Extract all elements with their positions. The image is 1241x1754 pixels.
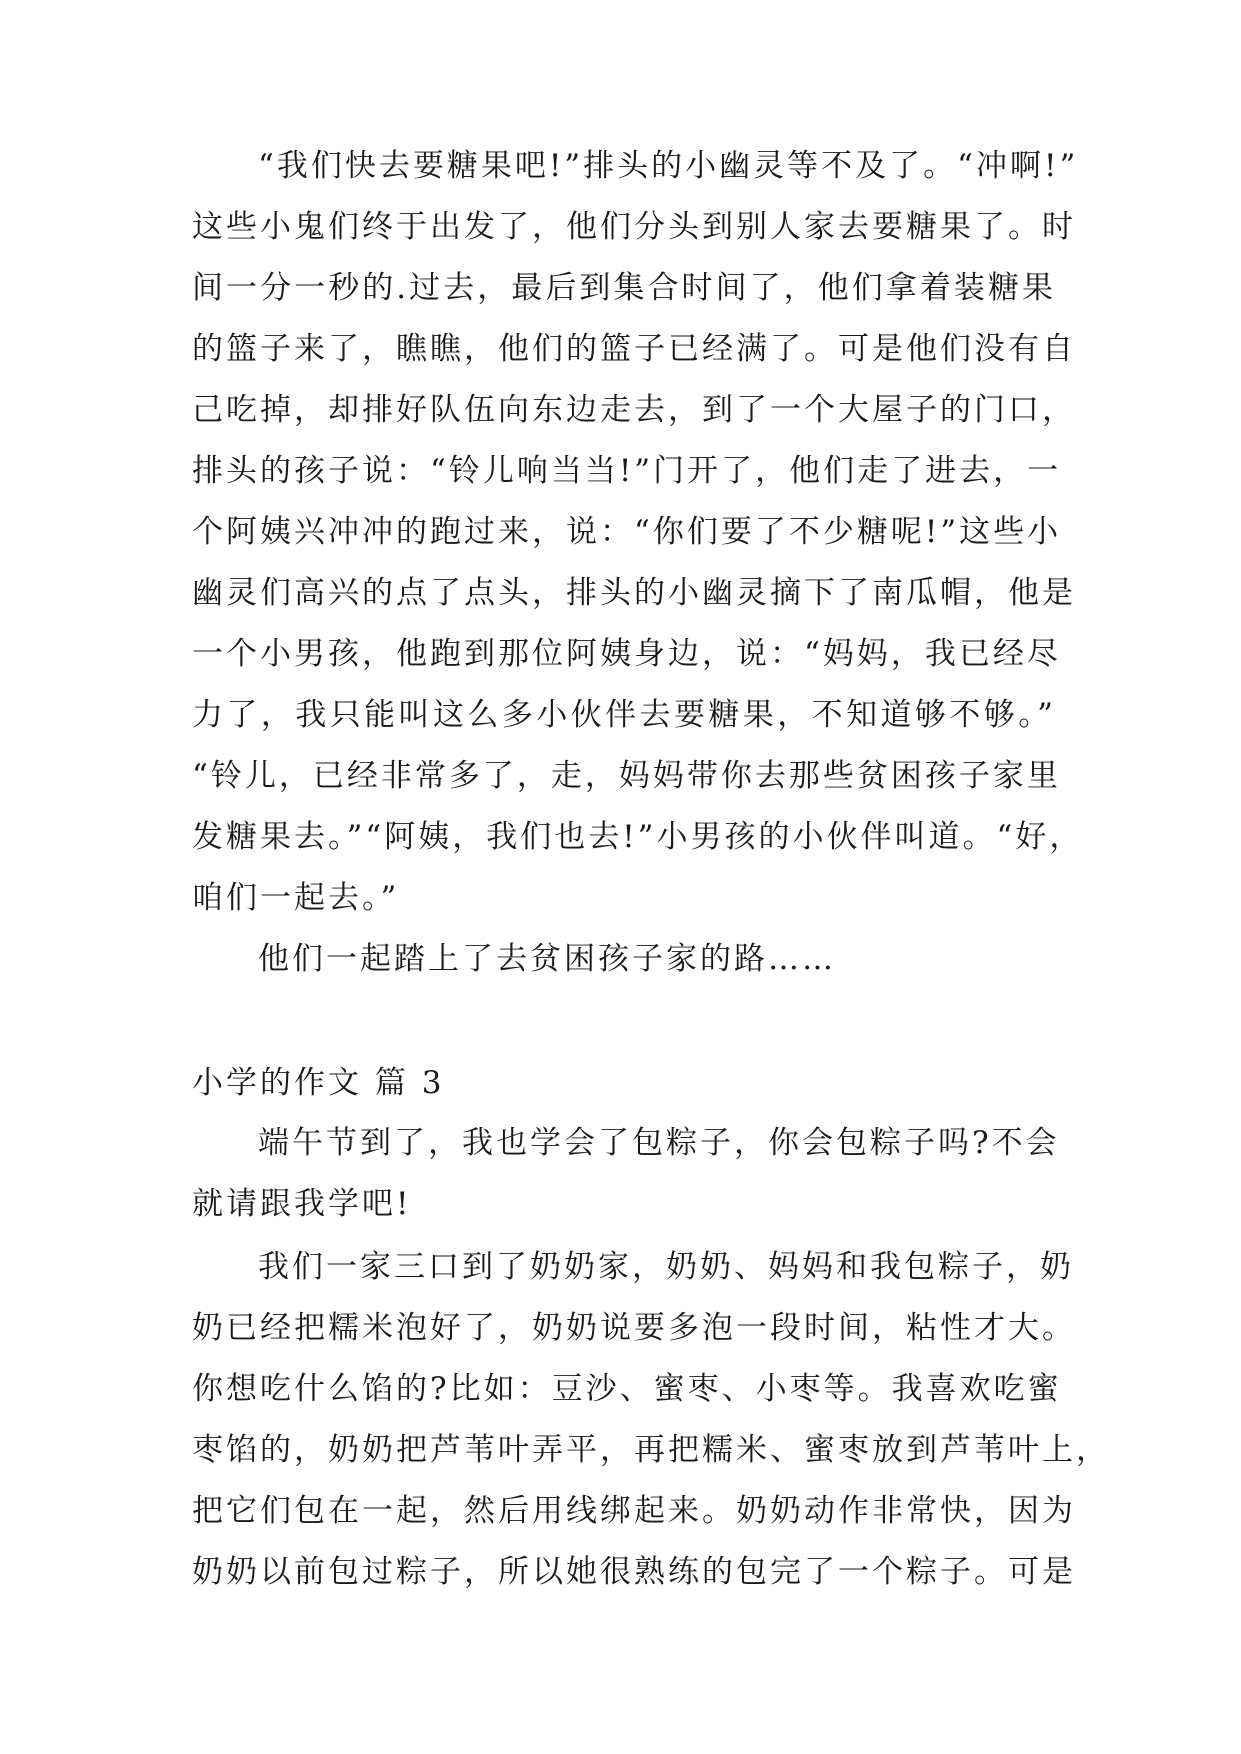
text-line: 一个小男孩，他跑到那位阿姨身边，说：“妈妈，我已经尽 xyxy=(192,636,1061,672)
text-line: 你想吃什么馅的?比如：豆沙、蜜枣、小枣等。我喜欢吃蜜 xyxy=(192,1371,1062,1407)
text-line: 就请跟我学吧! xyxy=(192,1186,412,1222)
text-line: 奶已经把糯米泡好了，奶奶说要多泡一段时间，粘性才大。 xyxy=(192,1310,1076,1346)
text-line: 奶奶以前包过粽子，所以她很熟练的包完了一个粽子。可是 xyxy=(192,1554,1076,1590)
heading-text: 小学的作文 篇 3 xyxy=(192,1065,445,1101)
story-closing-paragraph xyxy=(192,929,1056,990)
text-line: 幽灵们高兴的点了点头，排头的小幽灵摘下了南瓜帽，他是 xyxy=(192,575,1076,611)
text-line: 枣馅的，奶奶把芦苇叶弄平，再把糯米、蜜枣放到芦苇叶上， xyxy=(192,1432,1110,1468)
text-line: 己吃掉，却排好队伍向东边走去，到了一个大屋子的门口， xyxy=(192,392,1076,428)
text-line: “铃儿，已经非常多了，走，妈妈带你去那些贫困孩子家里 xyxy=(192,758,1061,794)
text-line: 端午节到了，我也学会了包粽子，你会包粽子吗?不会 xyxy=(258,1125,1060,1161)
essay-paragraph-2 xyxy=(192,1237,1110,1603)
text-line: 这些小鬼们终于出发了，他们分头到别人家去要糖果了。时 xyxy=(192,209,1076,245)
text-line: 个阿姨兴冲冲的跑过来，说：“你们要了不少糖呢!”这些小 xyxy=(192,514,1062,550)
story-paragraph xyxy=(192,136,1084,929)
text-line: 把它们包在一起，然后用线绑起来。奶奶动作非常快，因为 xyxy=(192,1493,1076,1529)
text-line: 他们一起踏上了去贫困孩子家的路…… xyxy=(258,941,836,977)
text-line: 发糖果去。”“阿姨，我们也去!”小男孩的小伙伴叫道。“好， xyxy=(192,819,1084,855)
essay-paragraph-1 xyxy=(192,1113,1060,1235)
text-line: 的篮子来了，瞧瞧，他们的篮子已经满了。可是他们没有自 xyxy=(192,331,1076,367)
section-heading xyxy=(192,1053,1056,1114)
text-line: “我们快去要糖果吧!”排头的小幽灵等不及了。“冲啊!” xyxy=(258,148,1079,184)
text-line: 咱们一起去。” xyxy=(192,880,400,916)
text-line: 我们一家三口到了奶奶家，奶奶、妈妈和我包粽子，奶 xyxy=(258,1249,1074,1285)
text-line: 力了，我只能叫这么多小伙伴去要糖果，不知道够不够。” xyxy=(192,697,1056,733)
text-line: 排头的孩子说：“铃儿响当当!”门开了，他们走了进去，一 xyxy=(192,453,1062,489)
text-line: 间一分一秒的.过去，最后到集合时间了，他们拿着装糖果 xyxy=(192,270,1056,306)
